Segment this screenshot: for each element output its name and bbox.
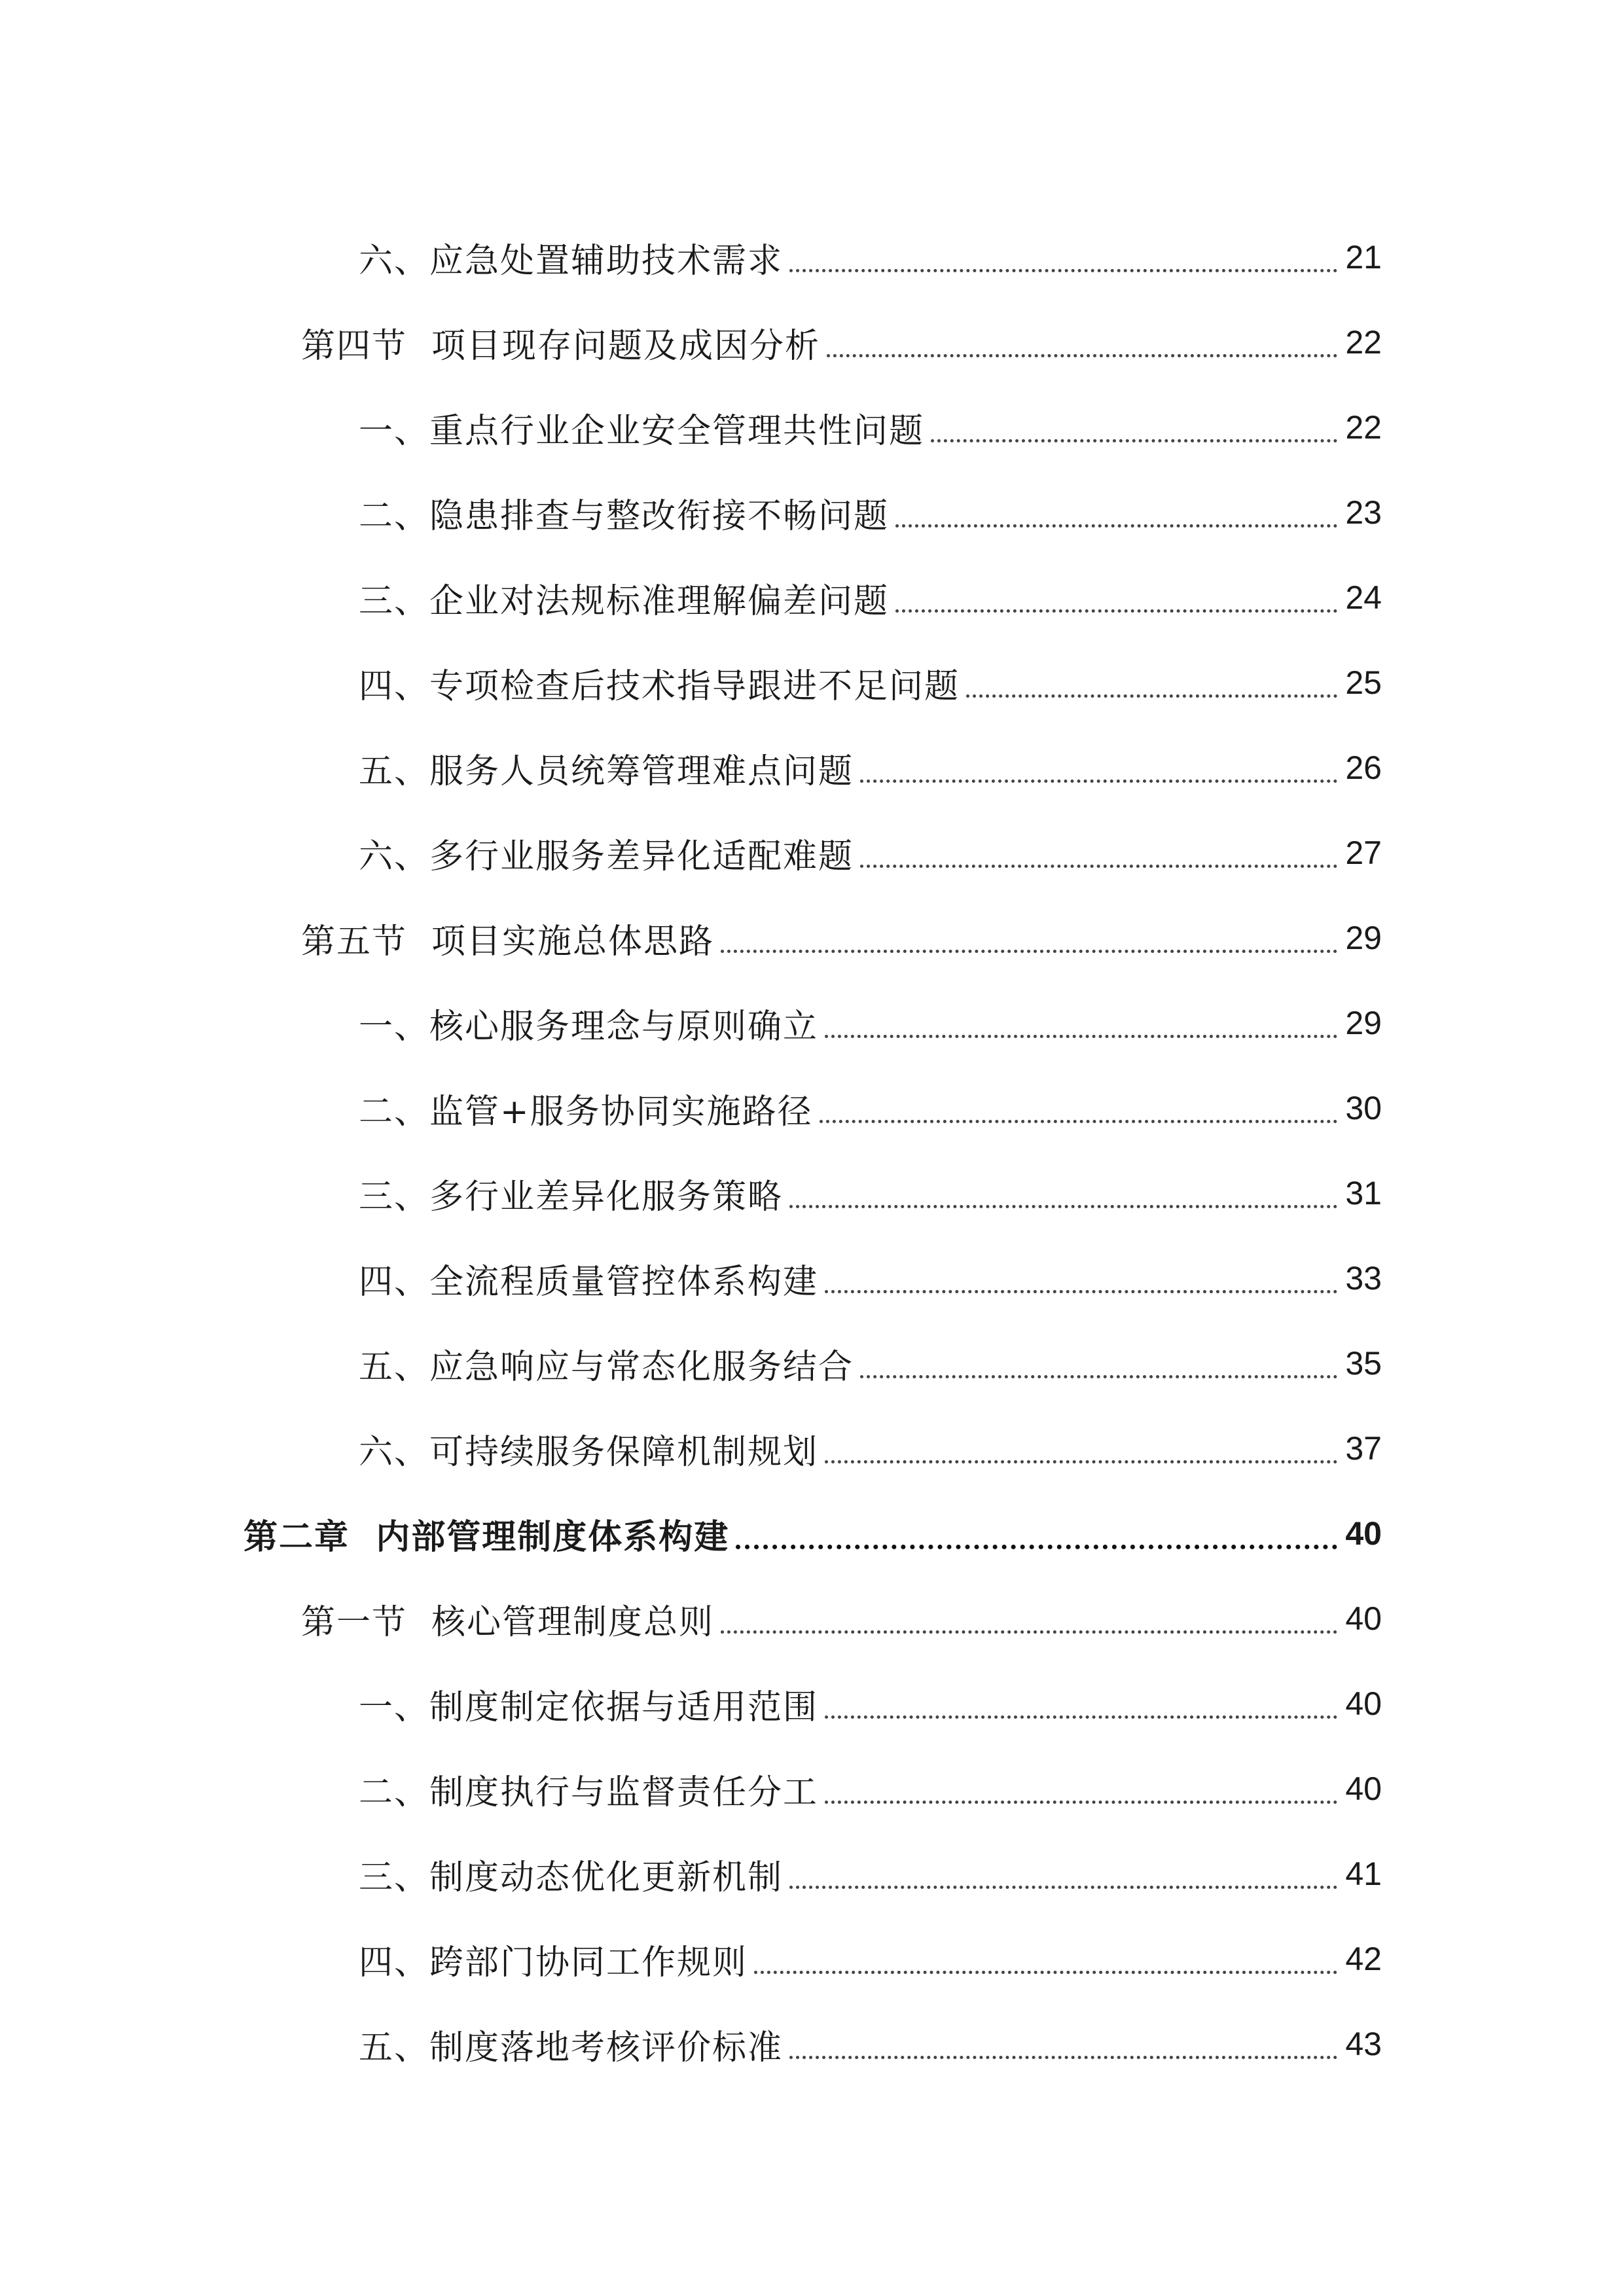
- toc-entry-title: 二、制度执行与监督责任分工: [359, 1772, 819, 1812]
- toc-page-number: 21: [1345, 239, 1382, 276]
- toc-entry-title: 第五节 项目实施总体思路: [301, 922, 715, 961]
- toc-entry-item[interactable]: [0, 555, 1624, 640]
- toc-entry-title: 五、制度落地考核评价标准: [359, 2028, 784, 2068]
- toc-page-number: 29: [1345, 1005, 1382, 1041]
- toc-page-number: 40: [1345, 1770, 1382, 1807]
- toc-page-number: 22: [1345, 324, 1382, 361]
- toc-entry-title: 一、核心服务理念与原则确立: [359, 1007, 819, 1047]
- toc-page-number: 31: [1345, 1175, 1382, 1211]
- toc-page-number: 40: [1345, 1515, 1382, 1552]
- toc-entry-title: 四、全流程质量管控体系构建: [359, 1262, 819, 1302]
- toc-entry-item[interactable]: [0, 980, 1624, 1066]
- toc-entry-item[interactable]: [0, 1831, 1624, 1916]
- toc-entry-chapter[interactable]: [0, 1491, 1624, 1576]
- dot-leader: [895, 575, 1337, 613]
- toc-page-number: 37: [1345, 1430, 1382, 1467]
- dot-leader: [736, 1511, 1337, 1549]
- toc-page-number: 22: [1345, 409, 1382, 446]
- toc-entry-title: 第二章 内部管理制度体系构建: [244, 1517, 730, 1557]
- toc-entry-title: 六、可持续服务保障机制规划: [359, 1432, 819, 1472]
- toc-page-number: 41: [1345, 1856, 1382, 1892]
- toc-entry-item[interactable]: [0, 1746, 1624, 1831]
- toc-page-number: 30: [1345, 1090, 1382, 1126]
- dot-leader: [966, 660, 1337, 698]
- toc-entry-item[interactable]: [0, 385, 1624, 470]
- toc-page-number: 26: [1345, 749, 1382, 786]
- dot-leader: [754, 1937, 1337, 1974]
- toc-entry-item[interactable]: [0, 725, 1624, 810]
- dot-leader: [860, 745, 1337, 783]
- dot-leader: [820, 1086, 1337, 1123]
- toc-entry-section[interactable]: [0, 1576, 1624, 1661]
- toc-entry-item[interactable]: [0, 2001, 1624, 2087]
- toc-entry-title: 第四节 项目现存问题及成因分析: [301, 326, 821, 366]
- toc-entry-section[interactable]: [0, 895, 1624, 980]
- dot-leader: [721, 1596, 1337, 1634]
- dot-leader: [721, 916, 1337, 953]
- toc-entry-item[interactable]: [0, 1151, 1624, 1236]
- toc-page-number: 35: [1345, 1345, 1382, 1382]
- toc-entry-title: 三、企业对法规标准理解偏差问题: [359, 581, 890, 621]
- toc-entry-item[interactable]: [0, 1916, 1624, 2001]
- dot-leader: [825, 1426, 1337, 1463]
- toc-page-number: 27: [1345, 834, 1382, 871]
- toc-entry-title: 一、重点行业企业安全管理共性问题: [359, 411, 925, 451]
- toc-entry-title: 第一节 核心管理制度总则: [301, 1602, 715, 1642]
- toc-page-number: 40: [1345, 1685, 1382, 1722]
- dot-leader: [825, 1001, 1337, 1038]
- dot-leader: [789, 1852, 1337, 1889]
- dot-leader: [789, 2022, 1337, 2059]
- dot-leader: [895, 490, 1337, 528]
- dot-leader: [789, 1171, 1337, 1208]
- toc-page-number: 29: [1345, 920, 1382, 956]
- toc-entry-item[interactable]: [0, 1661, 1624, 1746]
- dot-leader: [931, 405, 1337, 442]
- toc-entry-title: 二、监管+服务协同实施路径: [359, 1092, 813, 1132]
- toc-entry-item[interactable]: [0, 215, 1624, 300]
- toc-entry-item[interactable]: [0, 1321, 1624, 1406]
- toc-entry-title: 二、隐患排查与整改衔接不畅问题: [359, 496, 890, 536]
- toc-page-number: 42: [1345, 1941, 1382, 1977]
- toc-entry-title: 五、应急响应与常态化服务结合: [359, 1347, 854, 1387]
- toc-entry-title: 四、专项检查后技术指导跟进不足问题: [359, 666, 960, 706]
- dot-leader: [789, 235, 1337, 272]
- toc-page-number: 40: [1345, 1600, 1382, 1637]
- toc-page-number: 33: [1345, 1260, 1382, 1297]
- dot-leader: [825, 1767, 1337, 1804]
- toc-entry-title: 四、跨部门协同工作规则: [359, 1943, 748, 1982]
- toc-entry-title: 一、制度制定依据与适用范围: [359, 1687, 819, 1727]
- dot-leader: [860, 1341, 1337, 1378]
- dot-leader: [827, 320, 1337, 357]
- toc-page-number: 25: [1345, 664, 1382, 701]
- toc-entry-item[interactable]: [0, 470, 1624, 555]
- toc-page-number: 23: [1345, 494, 1382, 531]
- toc-entry-title: 三、制度动态优化更新机制: [359, 1857, 784, 1897]
- dot-leader: [860, 831, 1337, 868]
- toc-page-number: 43: [1345, 2026, 1382, 2062]
- toc-entry-title: 三、多行业差异化服务策略: [359, 1177, 784, 1217]
- toc-entry-title: 五、服务人员统筹管理难点问题: [359, 751, 854, 791]
- toc-entry-title: 六、应急处置辅助技术需求: [359, 241, 784, 281]
- dot-leader: [825, 1681, 1337, 1719]
- toc-entry-item[interactable]: [0, 810, 1624, 895]
- toc-entry-section[interactable]: [0, 300, 1624, 385]
- toc-entry-item[interactable]: [0, 1066, 1624, 1151]
- toc-entry-title: 六、多行业服务差异化适配难题: [359, 836, 854, 876]
- toc-entry-item[interactable]: [0, 1406, 1624, 1491]
- toc-entry-item[interactable]: [0, 1236, 1624, 1321]
- dot-leader: [825, 1256, 1337, 1293]
- toc-entry-item[interactable]: [0, 640, 1624, 725]
- toc-page-number: 24: [1345, 579, 1382, 616]
- table-of-contents: [0, 215, 1624, 2087]
